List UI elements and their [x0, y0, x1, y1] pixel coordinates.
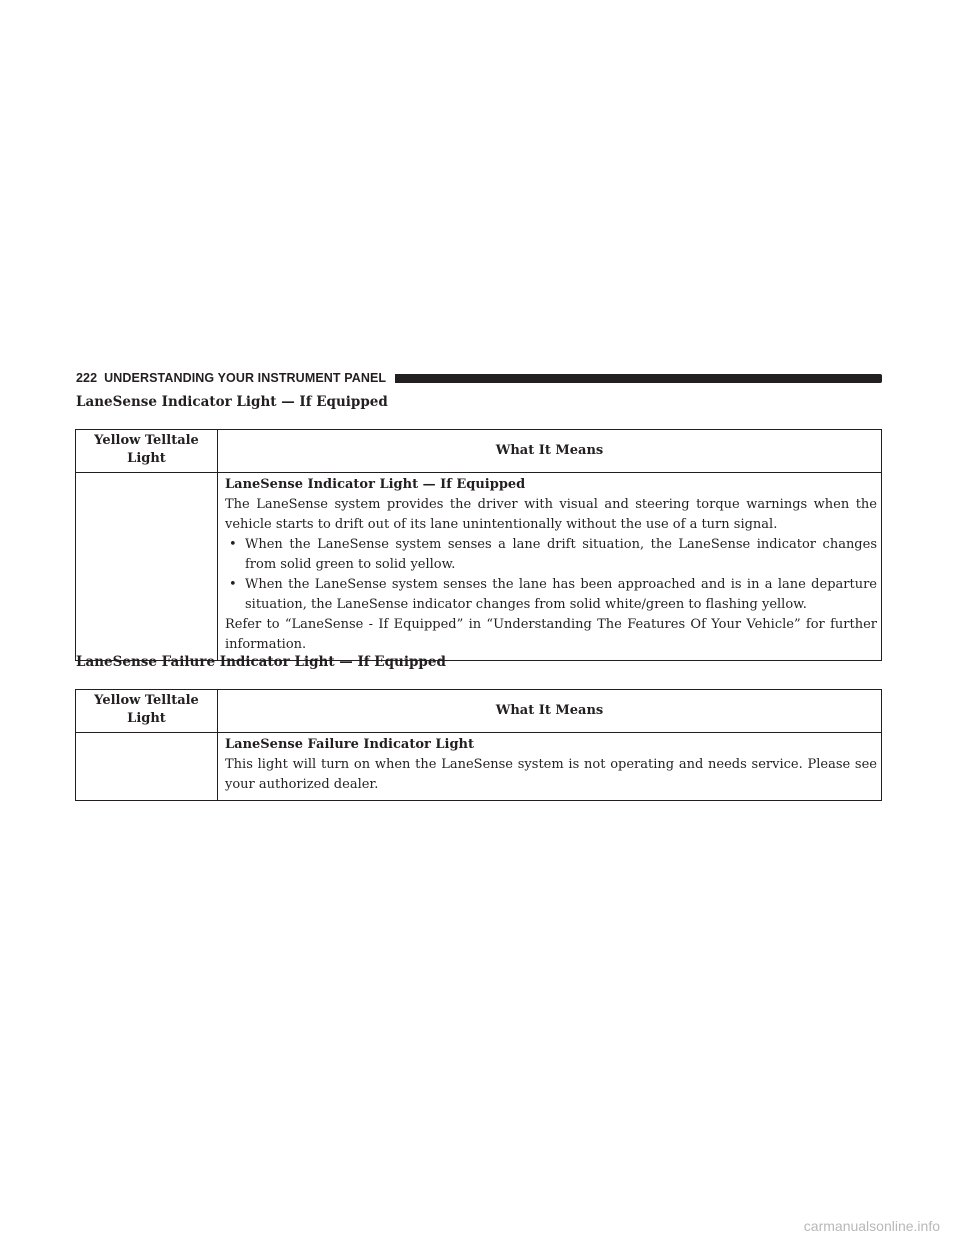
col-header-means: [218, 430, 882, 473]
row-title: LaneSense Failure Indicator Light: [225, 737, 475, 752]
col-header-light-label: Yellow Telltale Light: [94, 433, 199, 466]
meaning-cell: [218, 733, 882, 801]
row-title: LaneSense Indicator Light — If Equipped: [225, 477, 526, 492]
table-header-row: [76, 430, 882, 473]
bullet-icon: •: [229, 537, 237, 552]
running-header: [76, 370, 882, 386]
col-header-light: [76, 690, 218, 733]
running-head-title: UNDERSTANDING YOUR INSTRUMENT PANEL: [104, 371, 387, 385]
meaning-cell: [218, 473, 882, 661]
col-header-means-label: What It Means: [495, 703, 604, 718]
table-row: [76, 733, 882, 801]
lanesense-failure-table: [75, 689, 882, 801]
intro-paragraph: The LaneSense system provides the driver with visual and steering torque warnings when the vehicle starts to drift out of its lane unintentionally without the use of a turn signal.: [225, 497, 877, 532]
section-title-lanesense-indicator: LaneSense Indicator Light — If Equipped: [76, 394, 388, 410]
table-row: [76, 473, 882, 661]
table-header-row: [76, 690, 882, 733]
telltale-icon-cell: [76, 733, 218, 801]
bullet-icon: •: [229, 577, 237, 592]
outro-paragraph: Refer to “LaneSense - If Equipped” in “Understanding The Features Of Your Vehicle” for further information.: [225, 617, 877, 652]
list-item-text: When the LaneSense system senses a lane drift situation, the LaneSense indicator changes from solid green to solid yellow.: [245, 537, 877, 572]
intro-paragraph: This light will turn on when the LaneSense system is not operating and needs service. Please see your authorized dealer.: [225, 757, 877, 792]
bullet-list: [225, 535, 877, 615]
watermark: carmanualsonline.info: [803, 1218, 940, 1234]
list-item: [225, 535, 877, 575]
telltale-icon-cell: [76, 473, 218, 661]
page-number: 222: [76, 371, 98, 385]
list-item: [225, 575, 877, 615]
section-title-lanesense-failure: LaneSense Failure Indicator Light — If Equipped: [76, 654, 446, 670]
col-header-means: [218, 690, 882, 733]
lanesense-indicator-table: [75, 429, 882, 661]
header-rule: [395, 374, 882, 383]
col-header-light: [76, 430, 218, 473]
list-item-text: When the LaneSense system senses the lane has been approached and is in a lane departure situation, the LaneSense indicator changes from solid white/green to flashing yellow.: [245, 577, 877, 612]
col-header-light-label: Yellow Telltale Light: [94, 693, 199, 726]
col-header-means-label: What It Means: [495, 443, 604, 458]
